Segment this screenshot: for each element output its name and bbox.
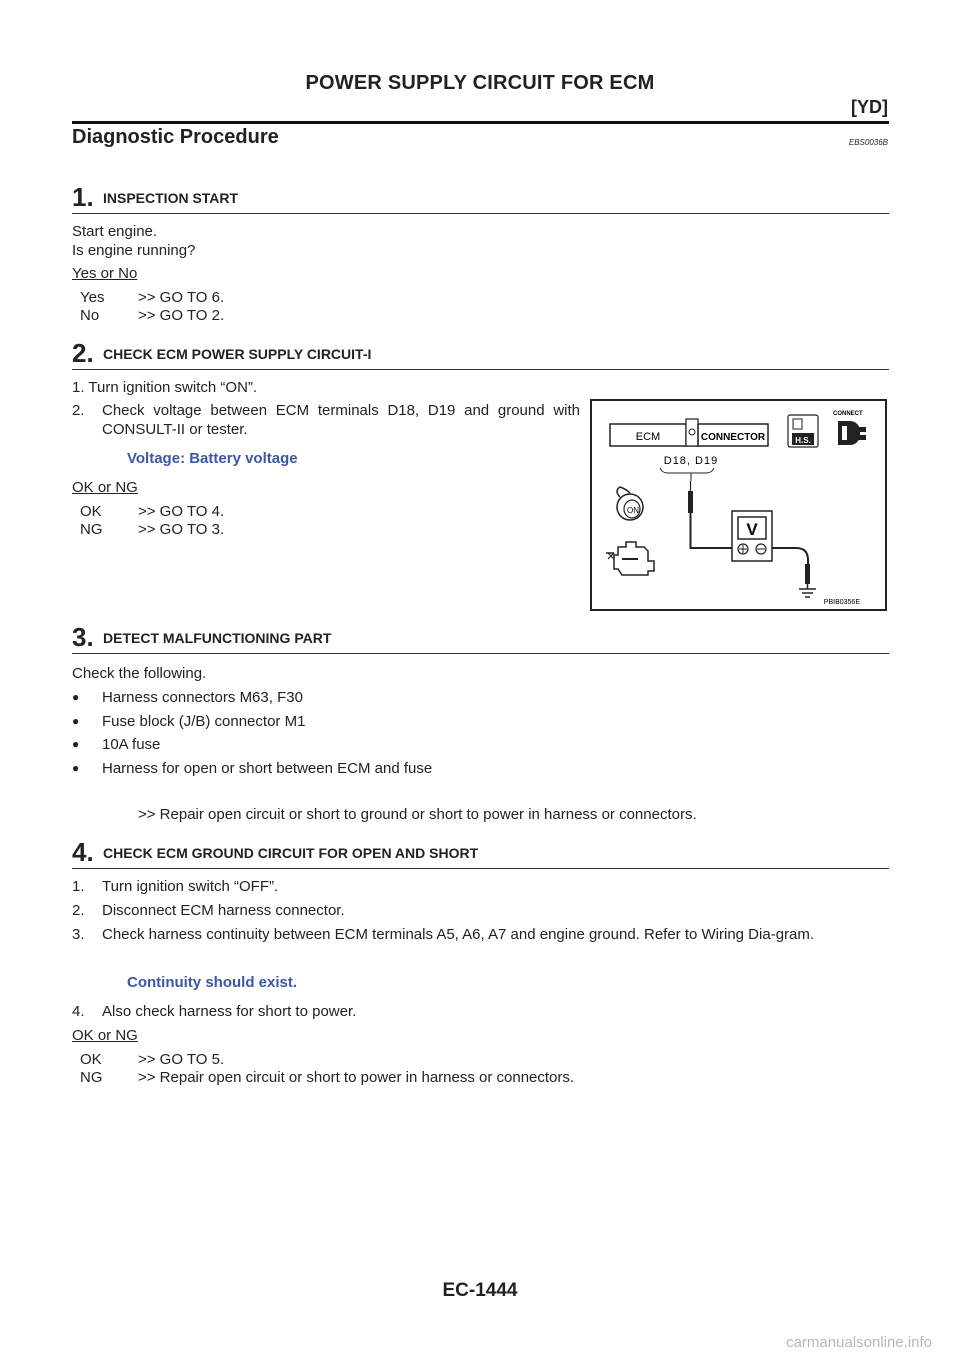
step-3-heading	[72, 623, 889, 654]
item-number: 3.	[72, 926, 85, 943]
step-2-result-ok	[80, 502, 224, 521]
step-3-intro: Check the following.	[72, 665, 207, 682]
result-value: >> GO TO 6.	[138, 289, 225, 306]
list-item	[72, 759, 772, 779]
terminals-label: D18, D19	[663, 455, 719, 467]
result-key: NG	[80, 521, 103, 538]
bullet-icon: ●	[72, 714, 80, 728]
voltage-check-figure	[590, 399, 887, 611]
result-value: >> GO TO 4.	[138, 503, 225, 520]
step-2-item-1	[72, 378, 580, 398]
bullet-icon: ●	[72, 737, 80, 751]
step-1-heading	[72, 183, 889, 214]
step-2-item-2	[72, 401, 580, 441]
hs-label: H.S.	[795, 436, 811, 445]
section-title: Diagnostic Procedure	[72, 126, 279, 148]
step-2-heading	[72, 339, 889, 370]
result-key: NG	[80, 1069, 103, 1086]
result-key: Yes	[80, 289, 105, 306]
step-number: 2.	[72, 338, 94, 368]
step-1-question: Yes or No	[72, 265, 138, 282]
step-1-result-no	[80, 306, 224, 325]
step-4-result-ok	[80, 1050, 224, 1069]
negative-probe	[805, 564, 810, 584]
step-number: 1.	[72, 182, 94, 212]
step-title: CHECK ECM GROUND CIRCUIT FOR OPEN AND SHORT	[103, 845, 479, 861]
positive-probe	[688, 491, 693, 513]
item-number: 2.	[72, 402, 85, 419]
step-2-spec: Voltage: Battery voltage	[127, 450, 298, 467]
step-title: CHECK ECM POWER SUPPLY CIRCUIT-I	[103, 346, 372, 362]
page-number: EC-1444	[442, 1280, 518, 1301]
ground-symbol	[799, 584, 816, 597]
bullet-text: Fuse block (J/B) connector M1	[102, 713, 306, 730]
step-3-action: >> Repair open circuit or short to ground or short to power in harness or connectors.	[138, 806, 697, 823]
list-item	[72, 735, 772, 755]
step-4-result-ng	[80, 1068, 574, 1087]
harness-side-icon	[788, 415, 818, 447]
bullet-icon: ●	[72, 690, 80, 704]
step-title: DETECT MALFUNCTIONING PART	[103, 630, 332, 646]
meter-label: V	[746, 520, 758, 539]
item-text: Disconnect ECM harness connector.	[102, 902, 345, 919]
page-title: POWER SUPPLY CIRCUIT FOR ECM	[305, 72, 655, 94]
list-item	[72, 712, 772, 732]
engine-tag: [YD]	[851, 97, 888, 117]
step-number: 3.	[72, 622, 94, 652]
step-4-question: OK or NG	[72, 1027, 138, 1044]
voltmeter-icon	[732, 511, 772, 561]
header-rule	[72, 121, 889, 124]
bullet-text: 10A fuse	[102, 736, 161, 753]
result-value: >> GO TO 2.	[138, 307, 225, 324]
ecm-label: ECM	[635, 431, 661, 443]
step-4-spec: Continuity should exist.	[127, 974, 298, 991]
item-text: Also check harness for short to power.	[102, 1003, 357, 1020]
step-4-item-4	[72, 1002, 889, 1022]
step-title: INSPECTION START	[103, 190, 239, 206]
connect-icon	[833, 411, 866, 445]
bullet-icon: ●	[72, 761, 80, 775]
step-2-question: OK or NG	[72, 479, 138, 496]
engine-icon	[606, 542, 654, 575]
step-2-result-ng	[80, 520, 224, 539]
item-text: 1. Turn ignition switch “ON”.	[72, 379, 258, 396]
step-1-line-1: Start engine.	[72, 223, 158, 240]
item-number: 4.	[72, 1003, 85, 1020]
ignition-label: ON	[627, 506, 639, 515]
watermark: carmanualsonline.info	[786, 1334, 932, 1351]
item-number: 2.	[72, 902, 85, 919]
step-4-item-1	[72, 877, 889, 897]
reference-code: EBS0036B	[848, 138, 888, 147]
bullet-text: Harness connectors M63, F30	[102, 689, 303, 706]
connector-label: CONNECTOR	[700, 432, 766, 443]
step-4-item-3	[72, 925, 889, 965]
step-number: 4.	[72, 837, 94, 867]
result-key: No	[80, 307, 100, 324]
step-1-line-2: Is engine running?	[72, 242, 196, 259]
result-key: OK	[80, 503, 102, 520]
item-text: Check voltage between ECM terminals D18, D19 and ground with CONSULT-II or tester.	[102, 402, 580, 438]
result-value: >> GO TO 5.	[138, 1051, 225, 1068]
result-value: >> Repair open circuit or short to power in harness or connectors.	[138, 1069, 575, 1086]
step-4-heading	[72, 838, 889, 869]
step-4-item-2	[72, 901, 889, 921]
figure-code: PBIB0356E	[823, 599, 860, 606]
list-item	[72, 688, 772, 708]
item-text: Turn ignition switch “OFF”.	[102, 878, 279, 895]
item-number: 1.	[72, 878, 85, 895]
step-1-result-yes	[80, 288, 224, 307]
ignition-key-icon	[617, 487, 643, 520]
item-text: Check harness continuity between ECM terminals A5, A6, A7 and engine ground. Refer to Wiring Dia-gram.	[102, 926, 815, 943]
circuit-diagram	[592, 401, 885, 609]
connect-label: CONNECT	[833, 411, 863, 417]
result-value: >> GO TO 3.	[138, 521, 225, 538]
bullet-text: Harness for open or short between ECM and fuse	[102, 760, 433, 777]
result-key: OK	[80, 1051, 102, 1068]
